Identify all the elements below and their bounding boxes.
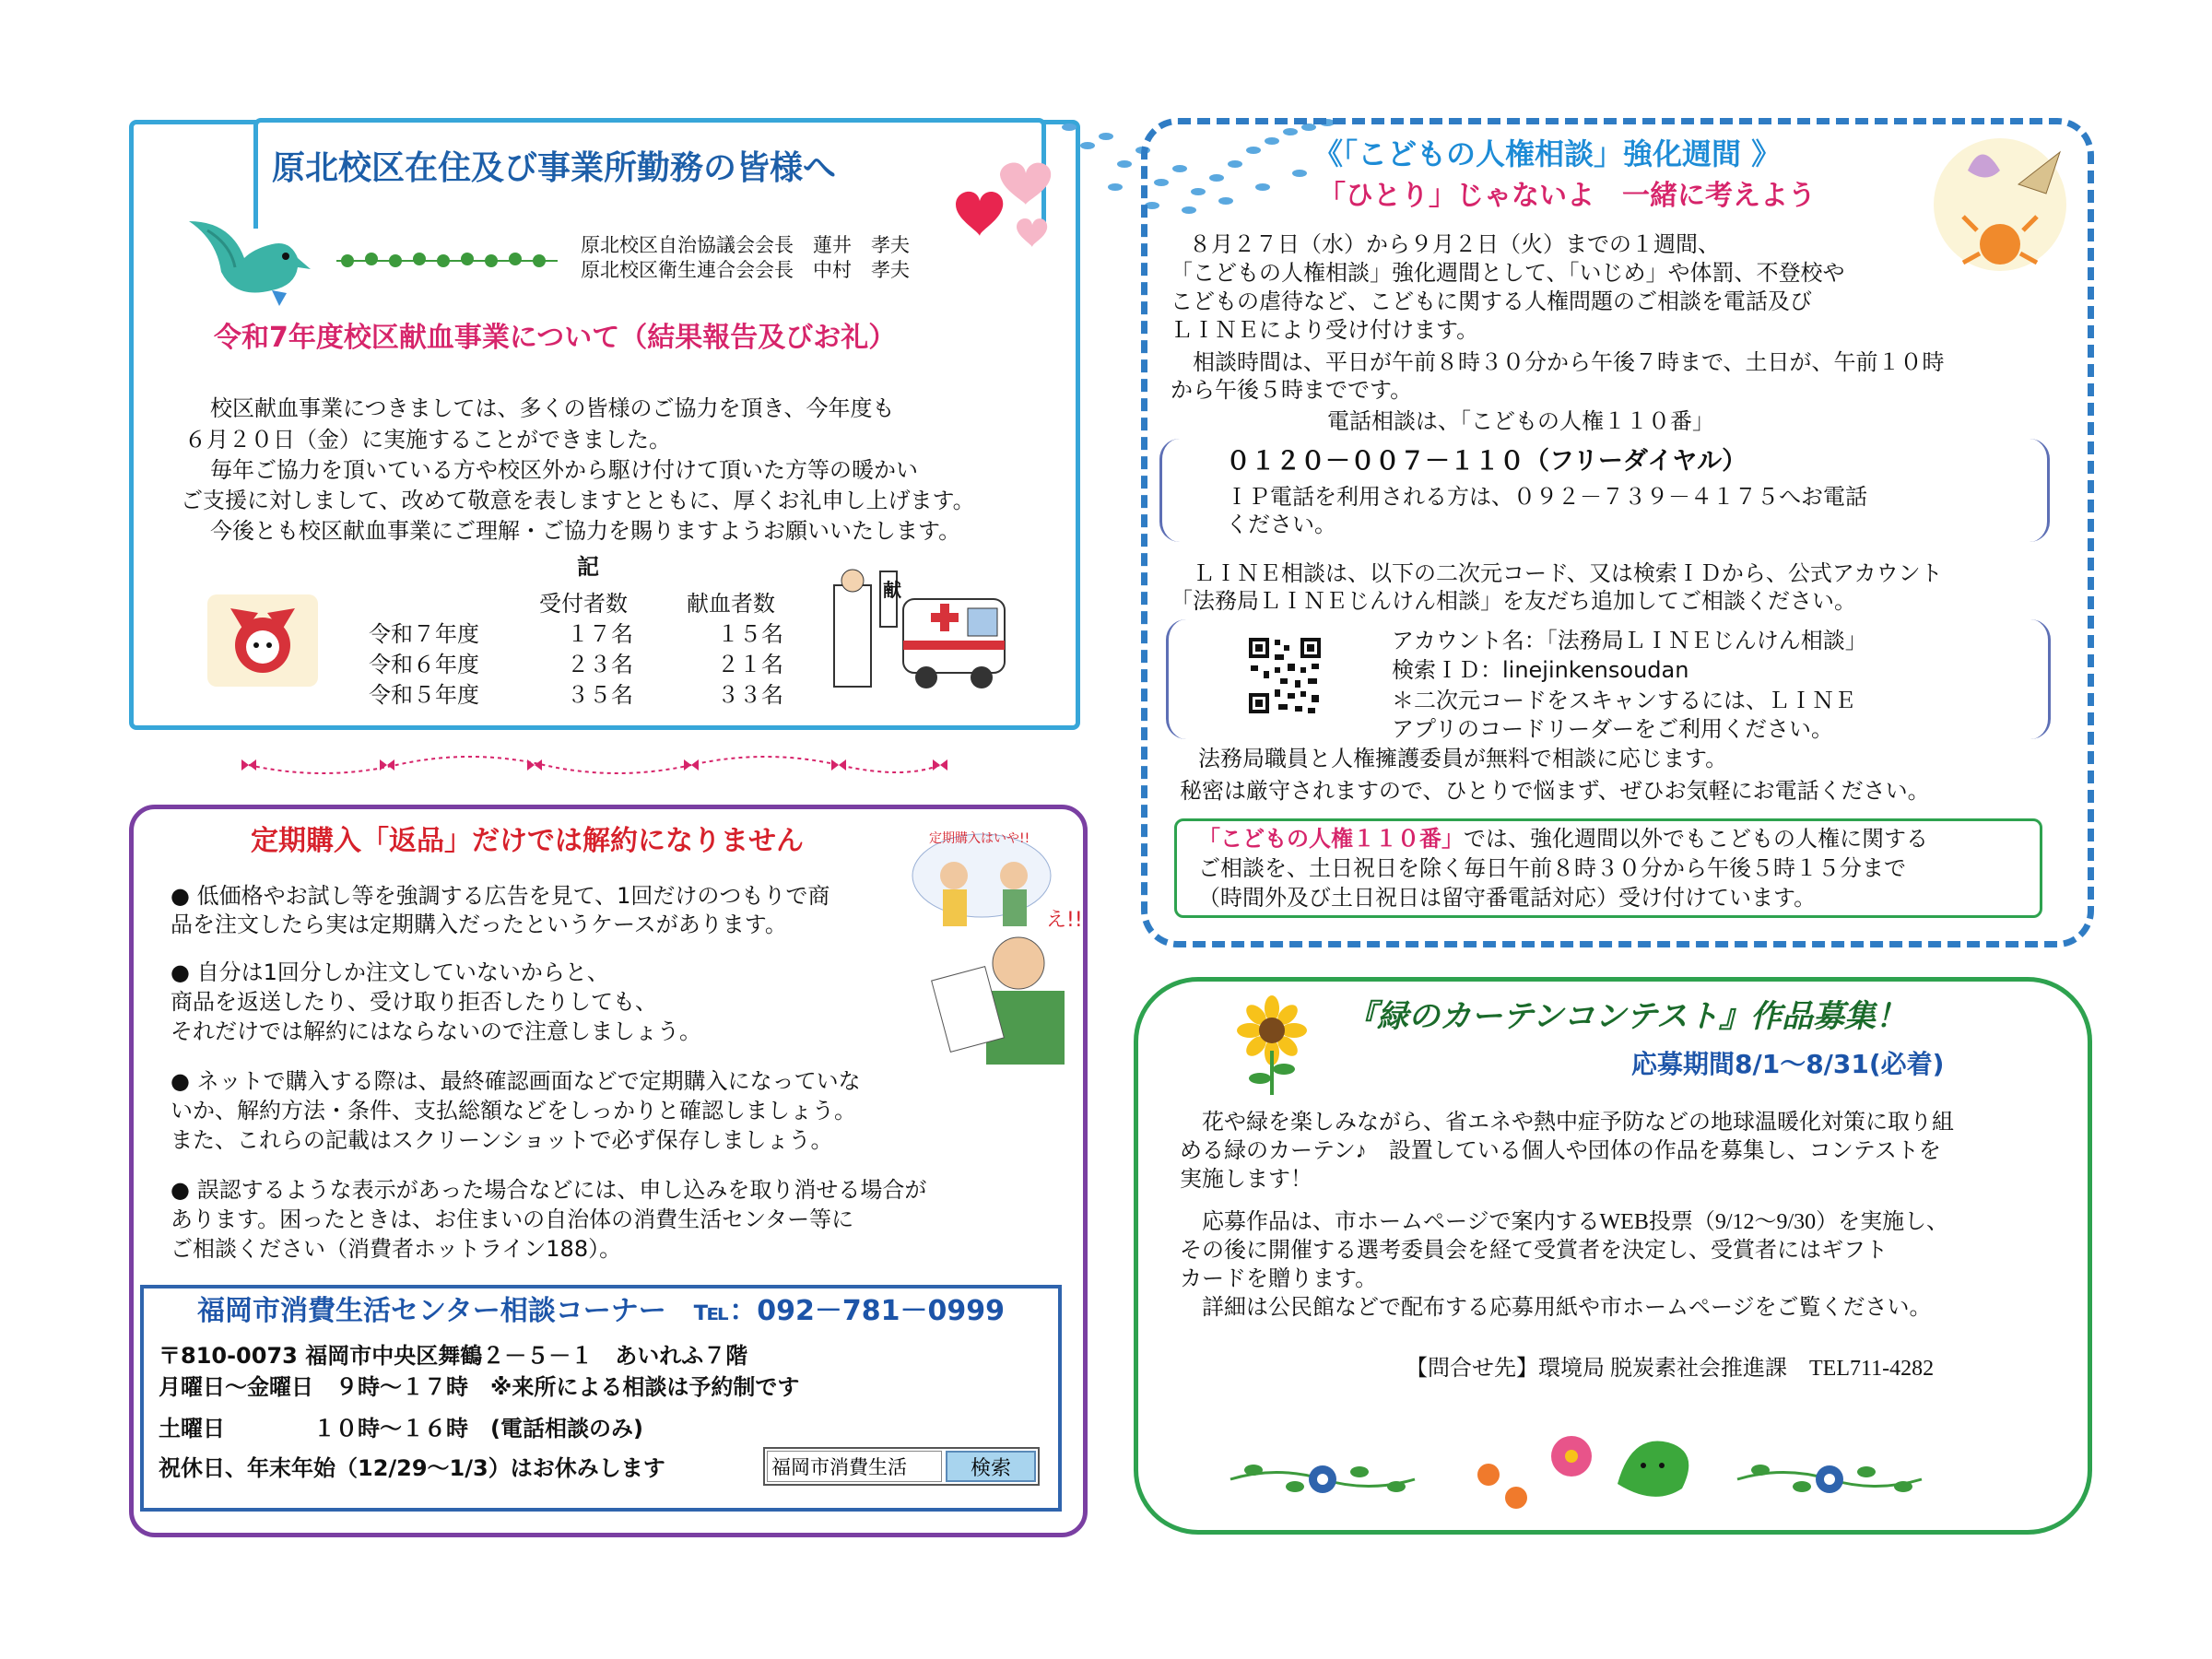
blood-body-line-2: ６月２０日（金）に実施することができました。 bbox=[184, 427, 671, 453]
rights-box-line-1: 「こどもの人権１１０番」では、強化週間以外でもこどもの人権に関する bbox=[1198, 826, 1928, 852]
sunflower-icon bbox=[1230, 995, 1313, 1097]
rights-intro-5: から午後５時までです。 bbox=[1171, 377, 1413, 403]
signature-1: 原北校区自治協議会会長 蓮井 孝夫 bbox=[581, 234, 910, 256]
flower-vine-icon bbox=[1221, 1415, 2032, 1521]
blue-bird-icon bbox=[180, 203, 313, 309]
illustration-caption: 定期購入はいや!! bbox=[929, 831, 1030, 846]
consult-address: 〒810-0073 福岡市中央区舞鶴２－５－１ あいれふ７階 bbox=[159, 1343, 748, 1369]
rights-period: ８月２７日（水）から９月２日（火）までの１週間、 bbox=[1189, 231, 1720, 257]
blood-heading: 令和7年度校区献血事業について（結果報告及びお礼） bbox=[214, 322, 897, 354]
row-donors: １５名 bbox=[717, 621, 783, 647]
rights-line-intro-1: ＬＩＮＥ相談は、以下の二次元コード、又は検索ＩＤから、公式アカウント bbox=[1171, 560, 1943, 586]
qr-note-2: アプリのコードリーダーをご利用ください。 bbox=[1392, 716, 1834, 742]
consumer-p2-line-1: ● 自分は1回分しか注文していないからと、 bbox=[171, 959, 609, 985]
consumer-title: 定期購入「返品」だけでは解約になりません bbox=[251, 825, 804, 857]
mascot-character-icon bbox=[203, 590, 323, 691]
consult-holiday-note: 祝休日、年末年始（12/29～1/3）はお休みします bbox=[159, 1455, 665, 1481]
curtain-title: 『緑のカーテンコンテスト』作品募集！ bbox=[1346, 998, 1907, 1035]
ambulance-sign-label: 献 bbox=[883, 579, 901, 601]
curtain-body-5: その後に開催する選考委員会を経て受賞者を決定し、受賞者にはギフト bbox=[1180, 1239, 1888, 1263]
rights-subtitle: 「ひとり」じゃないよ 一緒に考えよう bbox=[1318, 180, 1816, 212]
curtain-contact: 【問合せ先】環境局 脱炭素社会推進課 TEL711-4282 bbox=[1406, 1357, 1935, 1381]
rights-intro-4: 相談時間は、平日が午前８時３０分から午後７時まで、土日が、午前１０時 bbox=[1171, 349, 1945, 375]
curtain-body-1: 花や緑を楽しみながら、省エネや熱中症予防などの地球温暖化対策に取り組 bbox=[1180, 1111, 1954, 1135]
row-received: ３５名 bbox=[567, 682, 633, 708]
search-input[interactable] bbox=[767, 1451, 942, 1482]
rights-phone-heading: 電話相談は、「こどもの人権１１０番」 bbox=[1327, 408, 1714, 434]
col-header-received: 受付者数 bbox=[539, 591, 628, 617]
rights-box-line-2: ご相談を、土日祝日を除く毎日午前８時３０分から午後５時１５分まで bbox=[1198, 855, 1906, 881]
line-account-name: アカウント名：「法務局ＬＩＮＥじんけん相談」 bbox=[1392, 628, 1867, 653]
row-received: ２３名 bbox=[567, 652, 633, 677]
consult-saturday-hours: 土曜日 １０時～１６時 (電話相談のみ) bbox=[159, 1416, 643, 1441]
row-donors: ２１名 bbox=[717, 652, 783, 677]
rights-intro-1: 「こどもの人権相談」強化週間として、「いじめ」や体罰、不登校や bbox=[1171, 260, 1845, 286]
rights-intro-3: ＬＩＮＥにより受け付けます。 bbox=[1171, 317, 1479, 343]
col-header-donors: 献血者数 bbox=[687, 591, 775, 617]
curtain-body-7: 詳細は公民館などで配布する応募用紙や市ホームページをご覧ください。 bbox=[1180, 1296, 1932, 1320]
beach-crab-illustration bbox=[1931, 129, 2069, 281]
row-year: 令和５年度 bbox=[369, 682, 479, 708]
qr-note-1: ＊二次元コードをスキャンするには、ＬＩＮＥ bbox=[1392, 688, 1856, 713]
row-year: 令和７年度 bbox=[369, 621, 479, 647]
curtain-body-6: カードを贈ります。 bbox=[1180, 1267, 1378, 1291]
search-button[interactable]: 検索 bbox=[946, 1451, 1036, 1482]
qr-code-icon bbox=[1247, 636, 1323, 715]
rights-closing-1: 法務局職員と人権擁護委員が無料で相談に応じます。 bbox=[1198, 746, 1728, 771]
consult-center-title: 福岡市消費生活センター相談コーナー ℡：092－781－0999 bbox=[197, 1295, 1005, 1327]
line-search-id: 検索ＩＤ：linejinkensoudan bbox=[1392, 657, 1689, 683]
blood-panel-title: 原北校区在住及び事業所勤務の皆様へ bbox=[272, 149, 837, 187]
row-year: 令和６年度 bbox=[369, 652, 479, 677]
rights-line-intro-2: 「法務局ＬＩＮＥじんけん相談」を友だち追加してご相談ください。 bbox=[1171, 588, 1856, 614]
ki-label: 記 bbox=[577, 554, 599, 580]
rights-ip-note-1: ＩＰ電話を利用される方は、０９２－７３９－４１７５へお電話 bbox=[1226, 484, 1867, 510]
blood-body-line-1: 校区献血事業につきましては、多くの皆様のご協力を頂き、今年度も bbox=[210, 395, 895, 421]
rights-intro-2: こどもの虐待など、こどもに関する人権問題のご相談を電話及び bbox=[1171, 288, 1812, 314]
blood-body-line-5: 今後とも校区献血事業にご理解・ご協力を賜りますようお願いいたします。 bbox=[210, 518, 961, 544]
rights-closing-2: 秘密は厳守されますので、ひとりで悩まず、ぜひお気軽にお電話ください。 bbox=[1180, 778, 1930, 804]
consumer-trouble-illustration bbox=[908, 825, 1083, 1069]
row-received: １７名 bbox=[567, 621, 633, 647]
consumer-p2-line-3: それだけでは解約にはならないので注意しましょう。 bbox=[171, 1018, 701, 1044]
ribbon-divider bbox=[240, 747, 949, 783]
consumer-p4-line-1: ● 誤認するような表示があった場合などには、申し込みを取り消せる場合が bbox=[171, 1177, 927, 1203]
consumer-p3-line-3: また、これらの記載はスクリーンショットで必ず保存しましょう。 bbox=[171, 1127, 833, 1153]
svg-text:え!!: え!! bbox=[1046, 909, 1083, 932]
row-donors: ３３名 bbox=[717, 682, 783, 708]
curtain-body-3: 実施します！ bbox=[1180, 1168, 1312, 1192]
consumer-p4-line-3: ご相談ください（消費者ホットライン188）。 bbox=[171, 1236, 622, 1262]
rights-box-bold: 「こどもの人権１１０番」 bbox=[1198, 826, 1464, 852]
consumer-p3-line-2: いか、解約方法・条件、支払総額などをしっかりと確認しましょう。 bbox=[171, 1098, 856, 1124]
ambulance-doctor-icon bbox=[830, 567, 1014, 700]
rights-phone-number: ０１２０－００７－１１０（フリーダイヤル） bbox=[1226, 447, 1747, 476]
rights-box-line-3: （時間外及び土日祝日は留守番電話対応）受け付けています。 bbox=[1198, 885, 1817, 911]
blood-body-line-3: 毎年ご協力を頂いている方や校区外から駆け付けて頂いた方等の暖かい bbox=[210, 457, 918, 483]
consumer-p2-line-2: 商品を返送したり、受け取り拒否したりしても、 bbox=[171, 989, 657, 1015]
curtain-period: 応募期間8/1～8/31(必着) bbox=[1631, 1049, 1945, 1079]
consumer-p3-line-1: ● ネットで購入する際は、最終確認画面などで定期購入になっていな bbox=[171, 1068, 861, 1094]
clover-vine-icon bbox=[336, 247, 558, 275]
consumer-p1-line-2: 品を注文したら実は定期購入だったというケースがあります。 bbox=[171, 912, 787, 937]
consumer-p1-line-1: ● 低価格やお試し等を強調する広告を見て、1回だけのつもりで商 bbox=[171, 883, 830, 909]
curtain-body-4: 応募作品は、市ホームページで案内するWEB投票（9/12～9/30）を実施し、 bbox=[1180, 1210, 1949, 1234]
curtain-body-2: める緑のカーテン♪ 設置している個人や団体の作品を募集し、コンテストを bbox=[1180, 1139, 1941, 1163]
blood-body-line-4: ご支援に対しまして、改めて敬意を表しますとともに、厚くお礼申し上げます。 bbox=[181, 488, 975, 513]
signature-2: 原北校区衛生連合会会長 中村 孝夫 bbox=[581, 259, 910, 281]
consumer-p4-line-2: あります。困ったときは、お住まいの自治体の消費生活センター等に bbox=[171, 1206, 854, 1232]
rights-title: 《「こどもの人権相談」強化週間 》 bbox=[1313, 136, 1782, 171]
rights-ip-note-2: ください。 bbox=[1226, 512, 1336, 537]
consult-weekday-hours: 月曜日～金曜日 ９時～１７時 ※来所による相談は予約制です bbox=[159, 1374, 800, 1400]
